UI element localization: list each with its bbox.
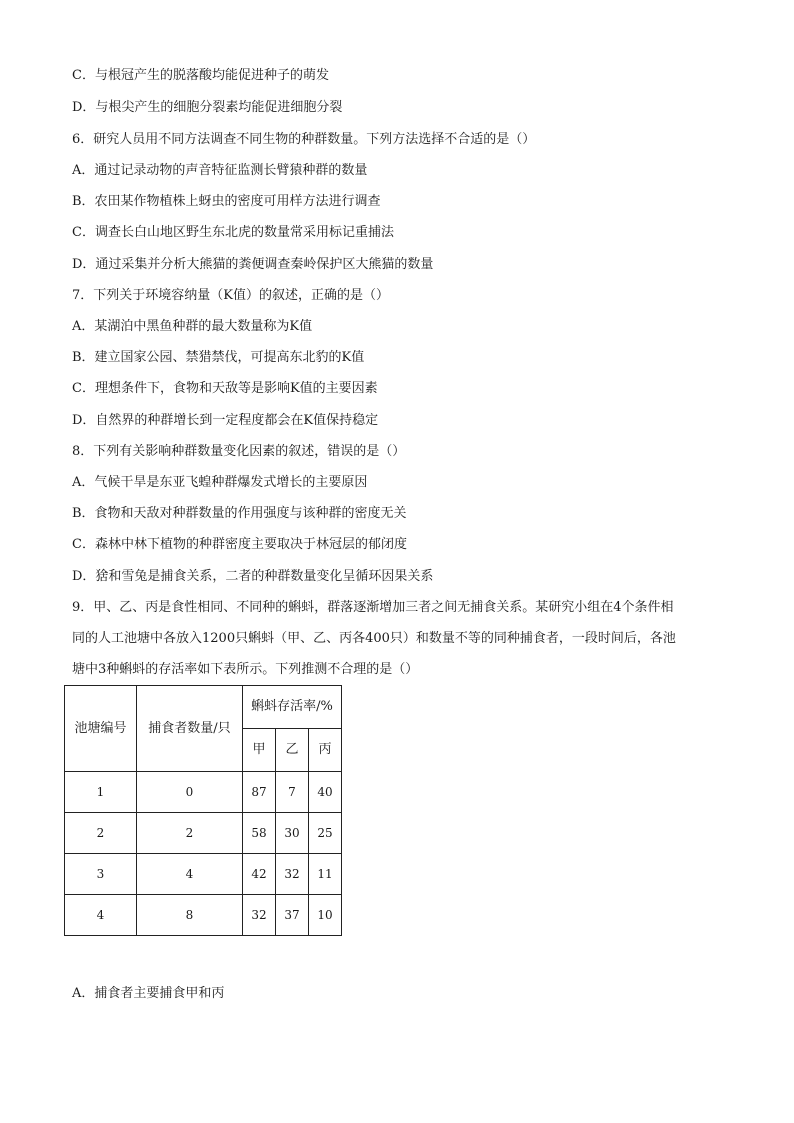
header-survival: 蝌蚪存活率/% xyxy=(243,686,342,729)
survival-table xyxy=(64,685,342,936)
table-row xyxy=(65,813,342,854)
option-7c: C．理想条件下，食物和天敌等是影响K值的主要因素 xyxy=(72,381,378,396)
cell-jia: 42 xyxy=(243,854,276,895)
cell-predators: 8 xyxy=(137,895,243,936)
option-8c: C．森林中林下植物的种群密度主要取决于林冠层的郁闭度 xyxy=(72,537,407,552)
question-7: 7．下列关于环境容纳量（K值）的叙述，正确的是（） xyxy=(72,288,389,303)
cell-pool: 1 xyxy=(65,772,137,813)
option-5d: D．与根尖产生的细胞分裂素均能促进细胞分裂 xyxy=(72,100,343,115)
option-7d: D．自然界的种群增长到一定程度都会在K值保持稳定 xyxy=(72,413,379,428)
header-species-bing: 丙 xyxy=(309,729,342,772)
option-8b: B．食物和天敌对种群数量的作用强度与该种群的密度无关 xyxy=(72,506,407,521)
header-species-jia: 甲 xyxy=(243,729,276,772)
question-9-line-2: 同的人工池塘中各放入1200只蝌蚪（甲、乙、丙各400只）和数量不等的同种捕食者，一段时间后，各池 xyxy=(72,631,676,646)
cell-jia: 32 xyxy=(243,895,276,936)
cell-bing: 11 xyxy=(309,854,342,895)
option-8a: A．气候干旱是东亚飞蝗种群爆发式增长的主要原因 xyxy=(72,475,368,490)
option-6a: A．通过记录动物的声音特征监测长臂猿种群的数量 xyxy=(72,163,368,178)
question-8: 8．下列有关影响种群数量变化因素的叙述，错误的是（） xyxy=(72,444,406,459)
option-6d: D．通过采集并分析大熊猫的粪便调查秦岭保护区大熊猫的数量 xyxy=(72,257,434,272)
table-row xyxy=(65,854,342,895)
cell-pool: 2 xyxy=(65,813,137,854)
header-species-yi: 乙 xyxy=(276,729,309,772)
cell-yi: 37 xyxy=(276,895,309,936)
cell-predators: 0 xyxy=(137,772,243,813)
cell-bing: 40 xyxy=(309,772,342,813)
question-6: 6．研究人员用不同方法调查不同生物的种群数量。下列方法选择不合适的是（） xyxy=(72,132,536,147)
cell-pool: 3 xyxy=(65,854,137,895)
option-8d: D．猞和雪兔是捕食关系，二者的种群数量变化呈循环因果关系 xyxy=(72,569,434,584)
cell-bing: 25 xyxy=(309,813,342,854)
option-7b: B．建立国家公园、禁猎禁伐，可提高东北豹的K值 xyxy=(72,350,365,365)
option-7a: A．某湖泊中黑鱼种群的最大数量称为K值 xyxy=(72,319,313,334)
question-9-line-3: 塘中3种蝌蚪的存活率如下表所示。下列推测不合理的是（） xyxy=(72,662,419,677)
cell-yi: 7 xyxy=(276,772,309,813)
cell-jia: 58 xyxy=(243,813,276,854)
cell-yi: 32 xyxy=(276,854,309,895)
cell-yi: 30 xyxy=(276,813,309,854)
option-6b: B．农田某作物植株上蚜虫的密度可用样方法进行调查 xyxy=(72,194,381,209)
cell-bing: 10 xyxy=(309,895,342,936)
option-5c: C．与根冠产生的脱落酸均能促进种子的萌发 xyxy=(72,68,329,83)
cell-pool: 4 xyxy=(65,895,137,936)
cell-jia: 87 xyxy=(243,772,276,813)
question-9-line-1: 9．甲、乙、丙是食性相同、不同种的蝌蚪，群落逐渐增加三者之间无捕食关系。某研究小组在4个条件相 xyxy=(72,600,674,615)
option-6c: C．调查长白山地区野生东北虎的数量常采用标记重捕法 xyxy=(72,225,394,240)
table-row xyxy=(65,895,342,936)
header-predators: 捕食者数量/只 xyxy=(137,686,243,772)
option-9a: A．捕食者主要捕食甲和丙 xyxy=(72,986,225,1001)
header-pool: 池塘编号 xyxy=(65,686,137,772)
table-row xyxy=(65,772,342,813)
cell-predators: 4 xyxy=(137,854,243,895)
cell-predators: 2 xyxy=(137,813,243,854)
